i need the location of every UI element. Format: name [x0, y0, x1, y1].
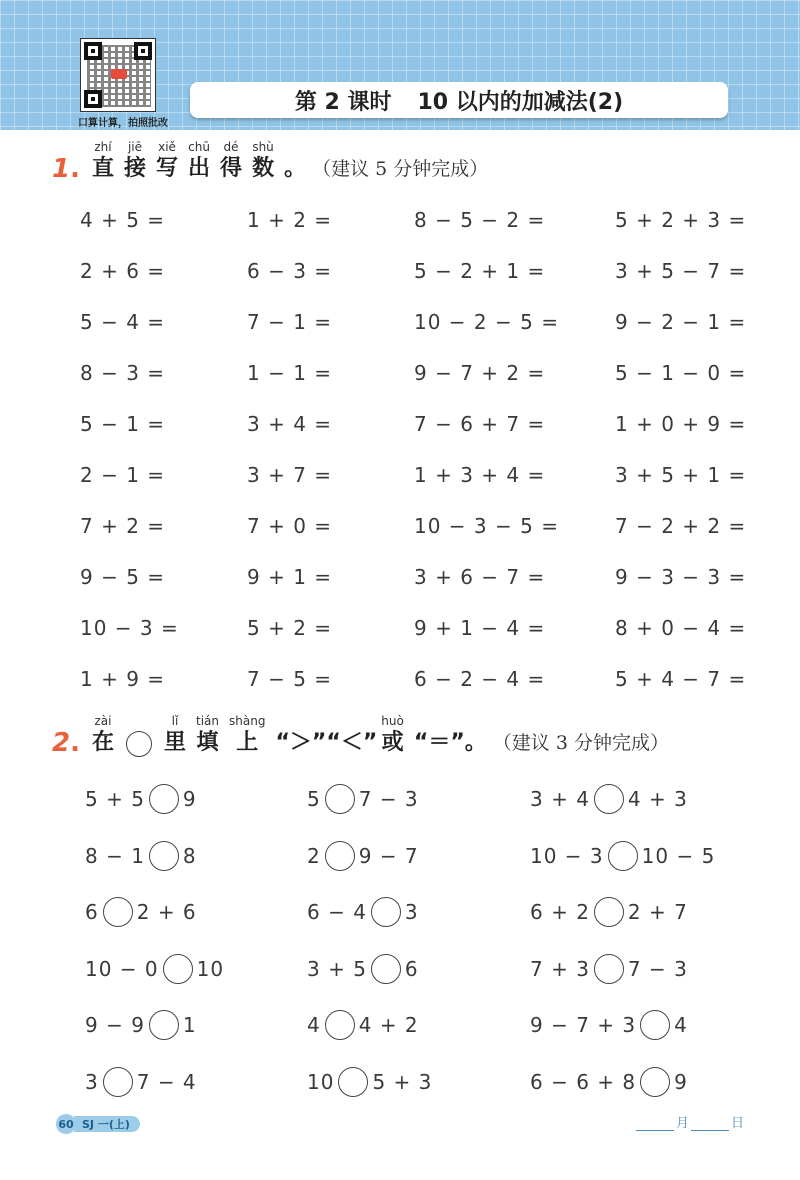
- equation[interactable]: 9 + 1 =: [247, 565, 333, 589]
- page-number: 60: [56, 1114, 76, 1134]
- answer-circle[interactable]: [371, 897, 401, 927]
- comparison: [307, 784, 419, 814]
- title-char: huò 或: [381, 714, 404, 755]
- footer-page-info: [56, 1114, 140, 1134]
- equation[interactable]: 2 + 6 =: [80, 259, 166, 283]
- left-expression: 6 + 2: [530, 900, 590, 924]
- qr-finder: [84, 90, 102, 108]
- left-expression: 8 − 1: [85, 843, 145, 868]
- equation[interactable]: 4 + 5 =: [80, 208, 166, 232]
- right-expression: 4 + 3: [627, 787, 688, 811]
- equation[interactable]: 5 + 4 − 7 =: [615, 667, 747, 691]
- right-expression: 9: [674, 1069, 688, 1094]
- month-label: 月: [676, 1116, 690, 1131]
- answer-circle[interactable]: [149, 784, 179, 814]
- comparison: [530, 841, 715, 871]
- month-blank[interactable]: [636, 1114, 674, 1131]
- equation[interactable]: 9 − 2 − 1 =: [615, 310, 747, 334]
- lesson-label: 第 2 课时: [294, 89, 392, 115]
- title-symbols: “＞”“＜”: [275, 730, 378, 755]
- equation[interactable]: 6 − 3 =: [247, 259, 333, 283]
- section1-heading: [52, 140, 488, 183]
- circle-icon: [126, 731, 152, 757]
- equation[interactable]: 10 − 2 − 5 =: [414, 310, 559, 334]
- title-circle: [124, 716, 154, 757]
- left-expression: 9 − 9: [85, 1013, 145, 1037]
- answer-circle[interactable]: [640, 1010, 670, 1040]
- right-expression: 8: [182, 843, 197, 868]
- section2-heading: [52, 714, 669, 757]
- qr-finder: [84, 42, 102, 60]
- section2-hint: （建议 3 分钟完成）: [492, 732, 669, 754]
- left-expression: 10 − 3: [530, 843, 604, 868]
- left-expression: 6 − 4: [307, 900, 367, 924]
- left-expression: 6: [85, 900, 99, 924]
- left-expression: 5: [307, 787, 321, 811]
- compare-row: [0, 1067, 800, 1101]
- grade-label: SJ 一(上): [74, 1116, 140, 1132]
- date-fields: [636, 1112, 746, 1131]
- problem-row: [0, 310, 800, 340]
- title-period: 。: [284, 156, 307, 181]
- right-expression: 9 − 7: [358, 843, 419, 868]
- comparison: [530, 784, 688, 814]
- right-expression: 1: [182, 1013, 197, 1037]
- left-expression: 3 + 4: [530, 787, 590, 811]
- right-expression: 4 + 2: [358, 1013, 419, 1037]
- comparison: [85, 1010, 197, 1040]
- title-eq: “＝”。: [413, 730, 487, 755]
- equation[interactable]: 7 − 1 =: [247, 310, 333, 334]
- right-expression: 10 − 5: [641, 843, 716, 868]
- answer-circle[interactable]: [163, 954, 193, 984]
- equation[interactable]: 8 − 5 − 2 =: [414, 208, 546, 232]
- equation[interactable]: 1 + 9 =: [80, 667, 166, 691]
- comparison: [85, 954, 224, 984]
- equation[interactable]: 10 − 3 =: [80, 616, 179, 640]
- lesson-title: 10 以内的加减法(2): [417, 89, 624, 115]
- left-expression: 3: [85, 1069, 99, 1094]
- comparison: [307, 954, 419, 984]
- problem-row: [0, 361, 800, 391]
- comparison: [530, 897, 688, 927]
- equation[interactable]: 9 − 7 + 2 =: [414, 361, 546, 385]
- answer-circle[interactable]: [608, 841, 638, 871]
- title-char: zhí 直: [91, 140, 114, 181]
- comparison: [530, 954, 688, 984]
- title-char: xiě 写: [156, 140, 179, 181]
- equation[interactable]: 3 + 6 − 7 =: [414, 565, 546, 589]
- left-expression: 4: [307, 1013, 321, 1037]
- title-char: tián 填: [196, 714, 220, 755]
- right-expression: 6: [404, 956, 419, 981]
- right-expression: 5 + 3: [372, 1069, 433, 1094]
- equation[interactable]: 5 + 2 =: [247, 616, 333, 640]
- answer-circle[interactable]: [640, 1067, 670, 1097]
- compare-row: [0, 954, 800, 988]
- answer-circle[interactable]: [338, 1067, 368, 1097]
- comparison: [307, 1010, 419, 1040]
- comparison: [85, 897, 197, 927]
- equation[interactable]: 6 − 2 − 4 =: [414, 667, 546, 691]
- answer-circle[interactable]: [325, 784, 355, 814]
- comparison: [85, 841, 197, 871]
- equation[interactable]: 3 + 5 + 1 =: [615, 463, 747, 487]
- equation[interactable]: 7 − 2 + 2 =: [615, 514, 747, 538]
- equation[interactable]: 1 + 3 + 4 =: [414, 463, 546, 487]
- title-char: lǐ 里: [164, 714, 187, 755]
- equation[interactable]: 7 − 5 =: [247, 667, 333, 691]
- problem-row: [0, 667, 800, 697]
- answer-circle[interactable]: [371, 954, 401, 984]
- answer-circle[interactable]: [325, 841, 355, 871]
- right-expression: 7 − 3: [358, 787, 419, 811]
- equation[interactable]: 5 + 2 + 3 =: [615, 208, 747, 232]
- answer-circle[interactable]: [103, 1067, 133, 1097]
- equation[interactable]: 9 + 1 − 4 =: [414, 616, 546, 640]
- answer-circle[interactable]: [149, 841, 179, 871]
- answer-circle[interactable]: [103, 897, 133, 927]
- qr-caption: 口算计算，拍照批改: [78, 118, 168, 129]
- right-expression: 10: [196, 956, 225, 981]
- section1-number: 1.: [52, 154, 80, 184]
- title-char: jiē 接: [124, 140, 147, 181]
- comparison: [530, 1067, 688, 1097]
- left-expression: 10 − 0: [85, 956, 159, 981]
- title-char: chū 出: [188, 140, 211, 181]
- problem-row: [0, 565, 800, 595]
- title-char: shàng 上: [229, 714, 266, 755]
- answer-circle[interactable]: [594, 784, 624, 814]
- right-expression: 7 − 4: [136, 1069, 197, 1094]
- qr-finder: [134, 42, 152, 60]
- equation[interactable]: 8 + 0 − 4 =: [615, 616, 747, 640]
- section1-hint: （建议 5 分钟完成）: [312, 158, 489, 180]
- equation[interactable]: 7 − 6 + 7 =: [414, 412, 546, 436]
- comparison: [85, 1067, 197, 1097]
- left-expression: 7 + 3: [530, 956, 590, 981]
- equation[interactable]: 1 + 0 + 9 =: [615, 412, 747, 436]
- right-expression: 3: [404, 900, 419, 924]
- answer-circle[interactable]: [594, 954, 624, 984]
- problem-row: [0, 259, 800, 289]
- equation[interactable]: 5 − 4 =: [80, 310, 166, 334]
- comparison: [85, 784, 197, 814]
- day-label: 日: [731, 1116, 745, 1131]
- equation[interactable]: 3 + 5 − 7 =: [615, 259, 747, 283]
- compare-row: [0, 897, 800, 931]
- equation[interactable]: 3 + 7 =: [247, 463, 333, 487]
- qr-code[interactable]: [80, 38, 156, 112]
- problem-row: [0, 412, 800, 442]
- left-expression: 5 + 5: [85, 787, 145, 811]
- compare-row: [0, 1010, 800, 1044]
- right-expression: 9: [182, 787, 197, 811]
- equation[interactable]: 5 − 1 =: [80, 412, 166, 436]
- equation[interactable]: 1 + 2 =: [247, 208, 333, 232]
- right-expression: 2 + 7: [627, 900, 688, 924]
- equation[interactable]: 8 − 3 =: [80, 361, 166, 385]
- day-blank[interactable]: [691, 1114, 729, 1131]
- problem-row: [0, 463, 800, 493]
- comparison: [530, 1010, 688, 1040]
- comparison: [307, 841, 419, 871]
- left-expression: 10: [307, 1069, 335, 1094]
- left-expression: 3 + 5: [307, 956, 367, 981]
- equation[interactable]: 7 + 2 =: [80, 514, 166, 538]
- right-expression: 2 + 6: [136, 900, 197, 924]
- left-expression: 9 − 7 + 3: [530, 1013, 637, 1037]
- equation[interactable]: 9 − 3 − 3 =: [615, 565, 747, 589]
- equation[interactable]: 5 − 1 − 0 =: [615, 361, 747, 385]
- equation[interactable]: 2 − 1 =: [80, 463, 166, 487]
- comparison: [307, 1067, 432, 1097]
- equation[interactable]: 5 − 2 + 1 =: [414, 259, 546, 283]
- problem-row: [0, 208, 800, 238]
- answer-circle[interactable]: [149, 1010, 179, 1040]
- problem-row: [0, 514, 800, 544]
- answer-circle[interactable]: [325, 1010, 355, 1040]
- left-expression: 2: [307, 843, 321, 868]
- title-char: shù 数: [252, 140, 275, 181]
- compare-row: [0, 841, 800, 875]
- equation[interactable]: 3 + 4 =: [247, 412, 333, 436]
- section2-number: 2.: [52, 728, 80, 758]
- equation[interactable]: 7 + 0 =: [247, 514, 333, 538]
- equation[interactable]: 9 − 5 =: [80, 565, 166, 589]
- qr-logo: [111, 69, 127, 79]
- equation[interactable]: 1 − 1 =: [247, 361, 333, 385]
- right-expression: 4: [674, 1013, 688, 1037]
- answer-circle[interactable]: [594, 897, 624, 927]
- comparison: [307, 897, 419, 927]
- compare-row: [0, 784, 800, 818]
- title-char: zài 在: [91, 714, 114, 755]
- equation[interactable]: 10 − 3 − 5 =: [414, 514, 559, 538]
- right-expression: 7 − 3: [627, 956, 688, 981]
- problem-row: [0, 616, 800, 646]
- lesson-title-bar: [190, 82, 728, 118]
- left-expression: 6 − 6 + 8: [530, 1069, 637, 1094]
- title-char: dé 得: [220, 140, 243, 181]
